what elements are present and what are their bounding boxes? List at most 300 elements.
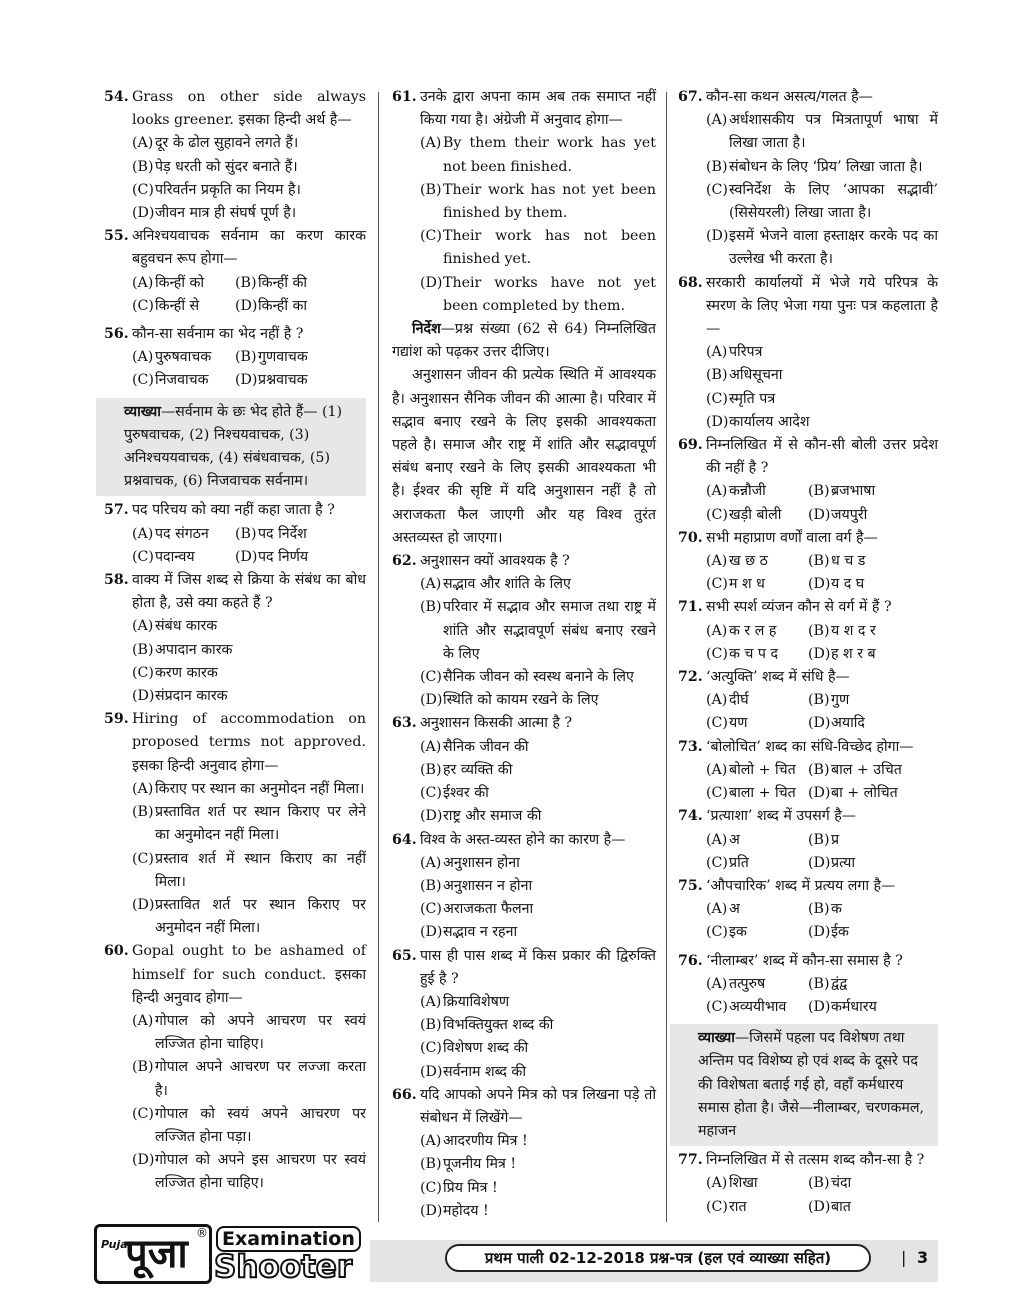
option	[678, 225, 938, 271]
option-row	[678, 898, 938, 921]
question-number: 67.	[678, 89, 703, 105]
option-text: विशेषण शब्द की	[443, 1040, 529, 1057]
question-number: 69.	[678, 437, 703, 454]
option	[808, 712, 938, 735]
option-label: (D)	[808, 1198, 831, 1215]
option-label: (A)	[420, 738, 442, 755]
option-label: (A)	[132, 780, 154, 797]
option	[678, 689, 808, 712]
option	[392, 991, 656, 1014]
option-text: विभक्तियुक्त शब्द की	[443, 1017, 554, 1034]
question	[678, 1149, 938, 1172]
option	[104, 778, 366, 801]
option	[104, 1056, 366, 1102]
question	[392, 712, 656, 735]
option-label: (B)	[808, 553, 830, 570]
option-text: गुणवाचक	[258, 349, 308, 366]
option	[392, 898, 656, 921]
question-text: कौन-सा कथन असत्य/गलत है—	[706, 89, 873, 105]
option-text: Their work has not yet been finished by them.	[443, 181, 656, 222]
option-label: (B)	[808, 975, 830, 992]
option-text: अयादि	[831, 715, 865, 732]
option-label: (D)	[235, 548, 258, 565]
option-text: Their work has not been finished yet.	[443, 228, 656, 268]
option-label: (D)	[420, 1202, 443, 1219]
option	[678, 973, 808, 996]
logo-small-text: Puja	[101, 1238, 128, 1251]
option	[392, 1037, 656, 1060]
question-number: 61.	[392, 89, 417, 105]
option-label: (A)	[706, 553, 728, 570]
option-label: (D)	[808, 998, 831, 1015]
option	[104, 369, 235, 392]
option-text: किन्हीं का	[258, 297, 308, 314]
option	[104, 1103, 366, 1149]
question	[104, 569, 366, 615]
option-text: किन्हीं से	[155, 297, 200, 314]
option-text: प्रश्नवाचक	[258, 372, 308, 389]
question-text: ‘प्रत्याशा’ शब्द में उपसर्ग है—	[706, 808, 856, 825]
option-row	[678, 480, 938, 503]
question	[392, 550, 656, 573]
option-label: (C)	[420, 1179, 442, 1196]
question-text: यदि आपको अपने मित्र को पत्र लिखना पड़े तो संबोधन में लिखेंगे—	[420, 1086, 656, 1126]
question	[678, 527, 938, 550]
option	[808, 550, 938, 573]
option-label: (A)	[706, 831, 728, 848]
option-label: (D)	[808, 715, 831, 732]
option	[808, 1172, 938, 1195]
option-text: संबंध कारक	[155, 618, 218, 635]
option-label: (C)	[420, 785, 442, 802]
option-text: प्रस्तावित शर्त पर स्थान किराए पर लेने का अनुमोदन नहीं मिला।	[155, 804, 366, 844]
option-text: बाला + चित	[729, 785, 796, 802]
option	[392, 179, 656, 225]
option	[678, 156, 938, 179]
option-text: By them their work has yet not been finished.	[443, 135, 656, 175]
footer-title: प्रथम पाली 02-12-2018 प्रश्न-पत्र (हल एवं व्याख्या सहित)	[445, 1244, 871, 1272]
option-text: यण	[729, 715, 748, 732]
option-label: (A)	[132, 349, 154, 366]
option	[678, 1196, 808, 1219]
option-text: प्रस्ताव शर्त में स्थान किराए का नहीं मिला।	[155, 850, 366, 890]
option-text: म श ध	[729, 576, 765, 593]
option	[235, 295, 366, 318]
question-number: 72.	[678, 669, 703, 686]
option-label: (C)	[706, 854, 728, 871]
page-number: 3	[917, 1248, 929, 1267]
option	[678, 504, 808, 527]
option-label: (B)	[420, 181, 442, 198]
option	[392, 782, 656, 805]
question-text: पास ही पास शब्द में किस प्रकार की द्विरुक्ति हुई है ?	[420, 947, 656, 987]
footer-separator: |	[901, 1248, 907, 1267]
option	[678, 573, 808, 596]
option-text: जीवन मात्र ही संघर्ष पूर्ण है।	[155, 205, 297, 222]
option-label: (C)	[132, 548, 154, 565]
option-row	[678, 973, 938, 996]
question	[678, 434, 938, 480]
option	[104, 801, 366, 847]
option-label: (B)	[808, 622, 830, 639]
question-number: 55.	[104, 228, 129, 245]
question-text: विश्व के अस्त-व्यस्त होने का कारण है—	[420, 831, 626, 848]
option-label: (B)	[132, 804, 154, 821]
passage: अनुशासन जीवन की प्रत्येक स्थिति में आवश्यक है। अनुशासन सैनिक जीवन की आत्मा है। परिवार में सद्भाव बनाए रखने के लिए इसकी आवश्यकता पहले है। समाज और राष्ट्र में शांति और सद्भावपूर्ण संबंध बनाए रखने के लिए इसकी आवश्यकता भी है। ईश्वर की सृष्टि में यदि अनुशासन नहीं है तो अराजकता फैल जाएगी और यह विश्व तुरंत अस्तव्यस्त हो जाएगा।	[392, 367, 656, 546]
option-label: (B)	[420, 1017, 442, 1034]
option-label: (D)	[235, 372, 258, 389]
option-text: महोदय !	[443, 1202, 489, 1219]
option-text: बा + लोचित	[831, 785, 898, 802]
option-label: (D)	[132, 896, 155, 913]
option	[808, 1196, 938, 1219]
question-number: 75.	[678, 877, 703, 894]
option-row	[678, 504, 938, 527]
question-text: अनुशासन क्यों आवश्यक है ?	[420, 553, 570, 570]
option-label: (B)	[420, 1156, 442, 1173]
option	[808, 921, 938, 944]
option-text: संप्रदान कारक	[155, 688, 228, 705]
option-text: अधिसूचना	[729, 367, 783, 384]
option-text: गोपाल को अपने इस आचरण पर स्वयं लज्जित होना चाहिए।	[155, 1152, 366, 1192]
option-label: (C)	[706, 181, 728, 198]
option-label: (A)	[706, 901, 728, 918]
option-text: क	[831, 901, 842, 918]
option	[678, 852, 808, 875]
option-row	[678, 782, 938, 805]
question-text: अनुशासन किसकी आत्मा है ?	[420, 715, 573, 732]
option-text: करण कारक	[155, 664, 218, 681]
option-text: गोपाल को स्वयं अपने आचरण पर लज्जित होना पड़ा।	[155, 1105, 366, 1145]
option	[392, 132, 656, 178]
option	[235, 369, 366, 392]
question-number: 65.	[392, 947, 417, 964]
option-text: किन्हीं को	[155, 274, 205, 291]
option-label: (C)	[420, 228, 442, 245]
option	[235, 523, 366, 546]
option-label: (A)	[132, 525, 154, 542]
option-label: (C)	[706, 785, 728, 802]
option	[104, 685, 366, 708]
option-row	[678, 921, 938, 944]
option-row	[678, 643, 938, 666]
option-label: (D)	[808, 506, 831, 523]
column-divider	[666, 92, 667, 1222]
question-text: सभी स्पर्श व्यंजन कौन से वर्ग में हैं ?	[706, 599, 892, 616]
option	[808, 829, 938, 852]
question-text: ‘बोलोचित’ शब्द का संधि-विच्छेद होगा—	[706, 738, 914, 755]
option-text: अ	[729, 831, 740, 848]
option	[392, 573, 656, 596]
option-text: सैनिक जीवन को स्वस्थ बनाने के लिए	[443, 669, 634, 686]
option-text: जयपुरी	[831, 506, 868, 523]
option	[104, 179, 366, 202]
option-label: (B)	[808, 831, 830, 848]
question-number: 76.	[678, 952, 703, 969]
option-label: (C)	[132, 372, 154, 389]
question-number: 63.	[392, 715, 417, 732]
option-label: (C)	[706, 390, 728, 407]
option	[104, 615, 366, 638]
instruction-heading: निर्देश	[412, 321, 441, 338]
explanation-heading: व्याख्या	[698, 1030, 735, 1047]
question	[392, 86, 656, 132]
option-label: (C)	[706, 715, 728, 732]
option-label: (D)	[235, 297, 258, 314]
option	[808, 973, 938, 996]
option-row	[678, 573, 938, 596]
option-text: ब्रजभाषा	[831, 483, 876, 500]
option-text: गुण	[831, 692, 850, 709]
option-text: अनुशासन होना	[443, 854, 520, 871]
question-number: 77.	[678, 1152, 703, 1169]
option	[392, 596, 656, 666]
option-text: बोलो + चित	[729, 761, 796, 778]
option-row	[678, 689, 938, 712]
option	[235, 546, 366, 569]
column-divider	[378, 92, 379, 1222]
option-label: (A)	[132, 618, 154, 635]
option-label: (C)	[706, 998, 728, 1015]
option-text: Their works have not yet been completed by them.	[443, 274, 656, 314]
option-label: (B)	[235, 349, 257, 366]
option-label: (D)	[808, 785, 831, 802]
option-text: प्रिय मित्र !	[443, 1179, 498, 1196]
option-label: (B)	[808, 901, 830, 918]
question	[104, 708, 366, 778]
option-text: कार्यालय आदेश	[729, 413, 810, 430]
option-label: (D)	[706, 413, 729, 430]
question	[678, 596, 938, 619]
option-label: (B)	[808, 761, 830, 778]
question-number: 58.	[104, 572, 129, 589]
option-row	[104, 369, 366, 392]
option-text: प्रस्तावित शर्त पर स्थान किराए पर अनुमोदन नहीं मिला।	[155, 896, 366, 937]
option	[678, 921, 808, 944]
option-text: ईश्वर की	[443, 785, 489, 802]
question	[392, 829, 656, 852]
option	[392, 1153, 656, 1176]
option	[392, 805, 656, 828]
option	[678, 109, 938, 155]
option-label: (D)	[420, 692, 443, 709]
option	[392, 759, 656, 782]
question-text: Grass on other side always looks greener. इसका हिन्दी अर्थ है—	[132, 89, 366, 129]
question-text: ‘अत्युक्ति’ शब्द में संधि है—	[706, 669, 850, 686]
option-text: इक	[729, 924, 747, 941]
option-label: (C)	[132, 850, 154, 867]
option	[678, 1172, 808, 1195]
option-text: पद संगठन	[155, 525, 209, 542]
option-text: परिवार में सद्भाव और समाज तथा राष्ट्र में शांति और सद्भावपूर्ण संबंध बनाए रखने के लिए	[443, 599, 656, 662]
option-label: (A)	[706, 692, 728, 709]
question-text: कौन-सा सर्वनाम का भेद नहीं है ?	[132, 326, 304, 343]
option	[392, 875, 656, 898]
option-label: (A)	[420, 1133, 442, 1150]
option-label: (D)	[132, 688, 155, 705]
option-text: परिपत्र	[729, 344, 763, 361]
option-label: (A)	[420, 135, 442, 152]
option-label: (D)	[808, 576, 831, 593]
option-label: (C)	[706, 506, 728, 523]
option	[392, 1014, 656, 1037]
option	[808, 898, 938, 921]
option-text: पद निर्णय	[258, 548, 309, 565]
option-text: आदरणीय मित्र !	[443, 1133, 528, 1150]
option-row	[678, 1172, 938, 1195]
option-label: (C)	[706, 924, 728, 941]
option-label: (A)	[420, 993, 442, 1010]
option-text: अपादान कारक	[155, 641, 233, 658]
question-number: 68.	[678, 274, 703, 291]
option	[678, 411, 938, 434]
question-text: वाक्य में जिस शब्द से क्रिया के संबंध का बोध होता है, उसे क्या कहते हैं ?	[132, 572, 366, 612]
option-label: (C)	[706, 645, 728, 662]
option-label: (B)	[420, 761, 442, 778]
brand-top-text: Examination	[216, 1226, 361, 1252]
question-number: 56.	[104, 326, 129, 343]
option-label: (B)	[235, 274, 257, 291]
question	[678, 666, 938, 689]
option	[678, 179, 938, 225]
option-text: अनुशासन न होना	[443, 877, 533, 894]
question-number: 71.	[678, 599, 703, 616]
option	[678, 898, 808, 921]
option-text: शिखा	[729, 1175, 758, 1192]
question	[678, 950, 938, 973]
question	[104, 225, 366, 271]
option-label: (D)	[808, 645, 831, 662]
option-text: गोपाल अपने आचरण पर लज्जा करता है।	[155, 1059, 366, 1099]
option-text: बात	[831, 1198, 851, 1215]
option	[808, 480, 938, 503]
option-label: (D)	[420, 1063, 443, 1080]
option-row	[678, 550, 938, 573]
option	[678, 388, 938, 411]
option	[104, 1010, 366, 1056]
question-number: 59.	[104, 711, 129, 728]
option-row	[678, 996, 938, 1019]
option-text: परिवर्तन प्रकृति का नियम है।	[155, 181, 301, 198]
option-text: अर्धशासकीय पत्र मित्रतापूर्ण भाषा में लिखा जाता है।	[729, 112, 938, 152]
option	[104, 346, 235, 369]
option-text: हर व्यक्ति की	[443, 761, 513, 778]
option	[678, 620, 808, 643]
option	[104, 662, 366, 685]
question-text: निम्नलिखित में से तत्सम शब्द कौन-सा है ?	[706, 1152, 925, 1169]
option	[678, 712, 808, 735]
option	[392, 1061, 656, 1084]
option	[808, 643, 938, 666]
option-text: क च प द	[729, 645, 779, 662]
question-number: 74.	[678, 808, 703, 825]
option-label: (D)	[420, 808, 443, 825]
option-label: (C)	[132, 1105, 154, 1122]
option-row	[678, 1196, 938, 1219]
option-text: ह श र ब	[831, 645, 876, 662]
option	[104, 1149, 366, 1195]
option	[678, 996, 808, 1019]
question-text: सभी महाप्राण वर्णों वाला वर्ग है—	[706, 529, 878, 546]
explanation-box	[96, 398, 366, 497]
option	[235, 346, 366, 369]
option-row	[678, 829, 938, 852]
option-label: (B)	[420, 599, 442, 616]
option	[104, 132, 366, 155]
option-label: (D)	[808, 854, 831, 871]
question-number: 70.	[678, 529, 703, 546]
option-label: (B)	[706, 158, 728, 175]
option	[808, 504, 938, 527]
option-label: (B)	[808, 1175, 830, 1192]
option	[392, 921, 656, 944]
question	[104, 940, 366, 1010]
option	[678, 480, 808, 503]
page-footer	[0, 1218, 1035, 1290]
question-number: 64.	[392, 831, 417, 848]
question-text: ‘औपचारिक’ शब्द में प्रत्यय लगा है—	[706, 877, 896, 894]
option-text: स्वनिर्देश के लिए ‘आपका सद्भावी’ (सिसेयरली) लिखा जाता है।	[729, 181, 938, 222]
option	[392, 689, 656, 712]
question-text: Gopal ought to be ashamed of himself for such conduct. इसका हिन्दी अनुवाद होगा—	[132, 943, 366, 1006]
option-label: (A)	[706, 344, 728, 361]
option-text: दीर्घ	[729, 692, 749, 709]
option-label: (A)	[706, 483, 728, 500]
option-text: द्वंद्व	[831, 975, 848, 992]
option	[104, 848, 366, 894]
option	[104, 156, 366, 179]
option-label: (B)	[420, 877, 442, 894]
option-text: कन्नौजी	[729, 483, 766, 500]
question	[104, 323, 366, 346]
option-label: (C)	[706, 576, 728, 593]
option-text: सर्वनाम शब्द की	[443, 1063, 527, 1080]
option-label: (A)	[132, 135, 154, 152]
option-label: (D)	[808, 924, 831, 941]
option-text: य द घ	[831, 576, 865, 593]
option	[392, 272, 656, 318]
option-text: किन्हीं की	[258, 274, 308, 291]
option-text: प्रत्या	[831, 854, 856, 871]
option-text: तत्पुरुष	[729, 975, 766, 992]
option-label: (B)	[132, 158, 154, 175]
option-text: स्मृति पत्र	[729, 390, 776, 407]
option	[678, 550, 808, 573]
option-text: प्रति	[729, 854, 749, 871]
option-label: (C)	[132, 297, 154, 314]
puja-logo	[94, 1224, 212, 1284]
option-row	[678, 620, 938, 643]
option-row	[104, 523, 366, 546]
question	[678, 736, 938, 759]
option-row	[678, 759, 938, 782]
question	[104, 86, 366, 132]
option-label: (A)	[420, 576, 442, 593]
option	[392, 736, 656, 759]
explanation-box	[670, 1024, 938, 1146]
option-row	[678, 712, 938, 735]
option	[104, 295, 235, 318]
option-text: य श द र	[831, 622, 876, 639]
option-label: (A)	[706, 761, 728, 778]
option-label: (B)	[235, 525, 257, 542]
option-text: रात	[729, 1198, 747, 1215]
option	[808, 689, 938, 712]
question-number: 62.	[392, 553, 417, 570]
option-text: प्र	[831, 831, 840, 848]
question	[104, 499, 366, 522]
logo-main-text: पूजा	[125, 1231, 188, 1277]
